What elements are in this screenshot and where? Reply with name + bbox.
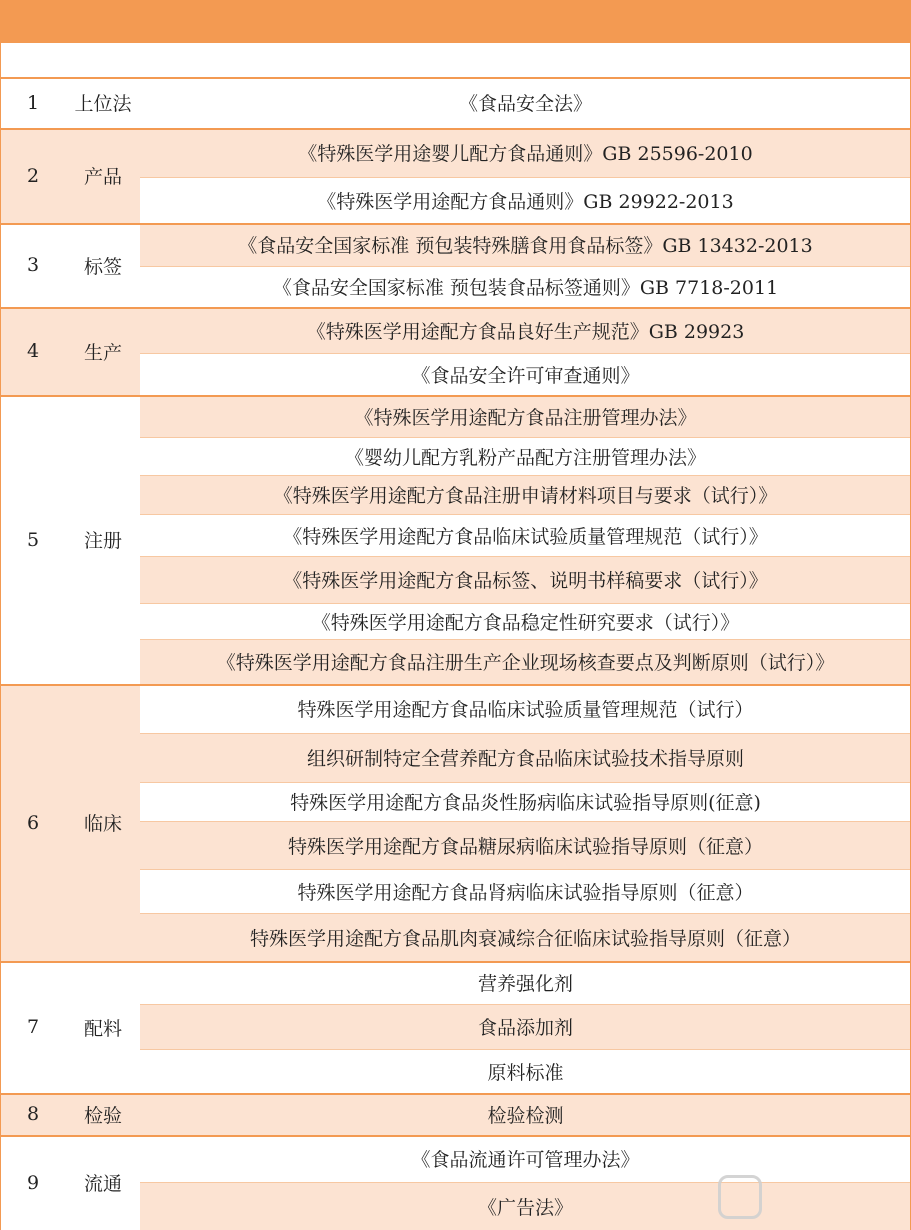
law-separator [140, 733, 911, 734]
row-number: 4 [0, 307, 66, 395]
law-separator [140, 475, 911, 476]
row-number: 6 [0, 684, 66, 961]
law-item: 营养强化剂 [140, 961, 911, 1004]
row-number: 5 [0, 395, 66, 684]
header-law [140, 43, 911, 77]
law-item: 检验检测 [140, 1093, 911, 1135]
law-separator [140, 1049, 911, 1050]
row-category: 临床 [66, 684, 140, 961]
group-border [0, 1093, 911, 1095]
row-category: 注册 [66, 395, 140, 684]
row-number: 3 [0, 223, 66, 307]
row-category: 配料 [66, 961, 140, 1093]
row-number: 7 [0, 961, 66, 1093]
group-border [0, 77, 911, 79]
row-category: 标签 [66, 223, 140, 307]
law-item: 原料标准 [140, 1049, 911, 1093]
row-number: 2 [0, 128, 66, 223]
table-title [0, 0, 911, 41]
group-border [0, 128, 911, 130]
watermark-logo-icon [718, 1175, 762, 1219]
law-separator [140, 782, 911, 783]
law-separator [140, 437, 911, 438]
group-border [0, 307, 911, 309]
law-item: 《食品安全国家标准 预包装食品标签通则》GB 7718-2011 [140, 266, 911, 307]
group-border [0, 684, 911, 686]
law-item: 特殊医学用途配方食品糖尿病临床试验指导原则（征意） [140, 821, 911, 869]
law-item: 《特殊医学用途配方食品注册管理办法》 [140, 395, 911, 437]
law-separator [140, 514, 911, 515]
law-item: 《婴幼儿配方乳粉产品配方注册管理办法》 [140, 437, 911, 475]
row-number: 1 [0, 77, 66, 128]
group-border [0, 395, 911, 397]
law-item: 《食品安全许可审查通则》 [140, 353, 911, 395]
law-separator [140, 177, 911, 178]
group-border [0, 961, 911, 963]
law-separator [140, 556, 911, 557]
law-item: 《特殊医学用途配方食品标签、说明书样稿要求（试行）》 [140, 556, 911, 603]
header-no [0, 43, 66, 77]
law-item: 《广告法》 [140, 1182, 911, 1230]
law-item: 《特殊医学用途配方食品注册申请材料项目与要求（试行）》 [140, 475, 911, 514]
law-item: 组织研制特定全营养配方食品临床试验技术指导原则 [140, 733, 911, 782]
law-item: 《食品安全法》 [140, 77, 911, 128]
table-left-edge [0, 41, 1, 1230]
law-item: 《特殊医学用途配方食品通则》GB 29922-2013 [140, 177, 911, 223]
law-item: 特殊医学用途配方食品临床试验质量管理规范（试行） [140, 684, 911, 733]
row-category: 产品 [66, 128, 140, 223]
row-number: 8 [0, 1093, 66, 1135]
row-category: 检验 [66, 1093, 140, 1135]
row-category: 生产 [66, 307, 140, 395]
law-item: 《食品安全国家标准 预包装特殊膳食用食品标签》GB 13432-2013 [140, 223, 911, 266]
law-separator [140, 1004, 911, 1005]
law-item: 《特殊医学用途配方食品稳定性研究要求（试行）》 [140, 603, 911, 639]
law-item: 食品添加剂 [140, 1004, 911, 1049]
law-separator [140, 603, 911, 604]
law-item: 特殊医学用途配方食品肾病临床试验指导原则（征意） [140, 869, 911, 913]
law-separator [140, 869, 911, 870]
law-separator [140, 913, 911, 914]
row-category: 上位法 [66, 77, 140, 128]
header-item [66, 43, 140, 77]
watermark [718, 1172, 908, 1222]
law-separator [140, 821, 911, 822]
law-separator [140, 639, 911, 640]
law-item: 特殊医学用途配方食品肌肉衰减综合征临床试验指导原则（征意） [140, 913, 911, 961]
law-item: 《特殊医学用途配方食品注册生产企业现场核查要点及判断原则（试行）》 [140, 639, 911, 684]
law-item: 《食品流通许可管理办法》 [140, 1135, 911, 1182]
law-item: 特殊医学用途配方食品炎性肠病临床试验指导原则(征意) [140, 782, 911, 821]
law-item: 《特殊医学用途配方食品良好生产规范》GB 29923 [140, 307, 911, 353]
law-separator [140, 353, 911, 354]
law-separator [140, 266, 911, 267]
law-item: 《特殊医学用途婴儿配方食品通则》GB 25596-2010 [140, 128, 911, 177]
group-border [0, 223, 911, 225]
group-border [0, 1135, 911, 1137]
law-item: 《特殊医学用途配方食品临床试验质量管理规范（试行）》 [140, 514, 911, 556]
row-category: 流通 [66, 1135, 140, 1230]
row-number: 9 [0, 1135, 66, 1230]
